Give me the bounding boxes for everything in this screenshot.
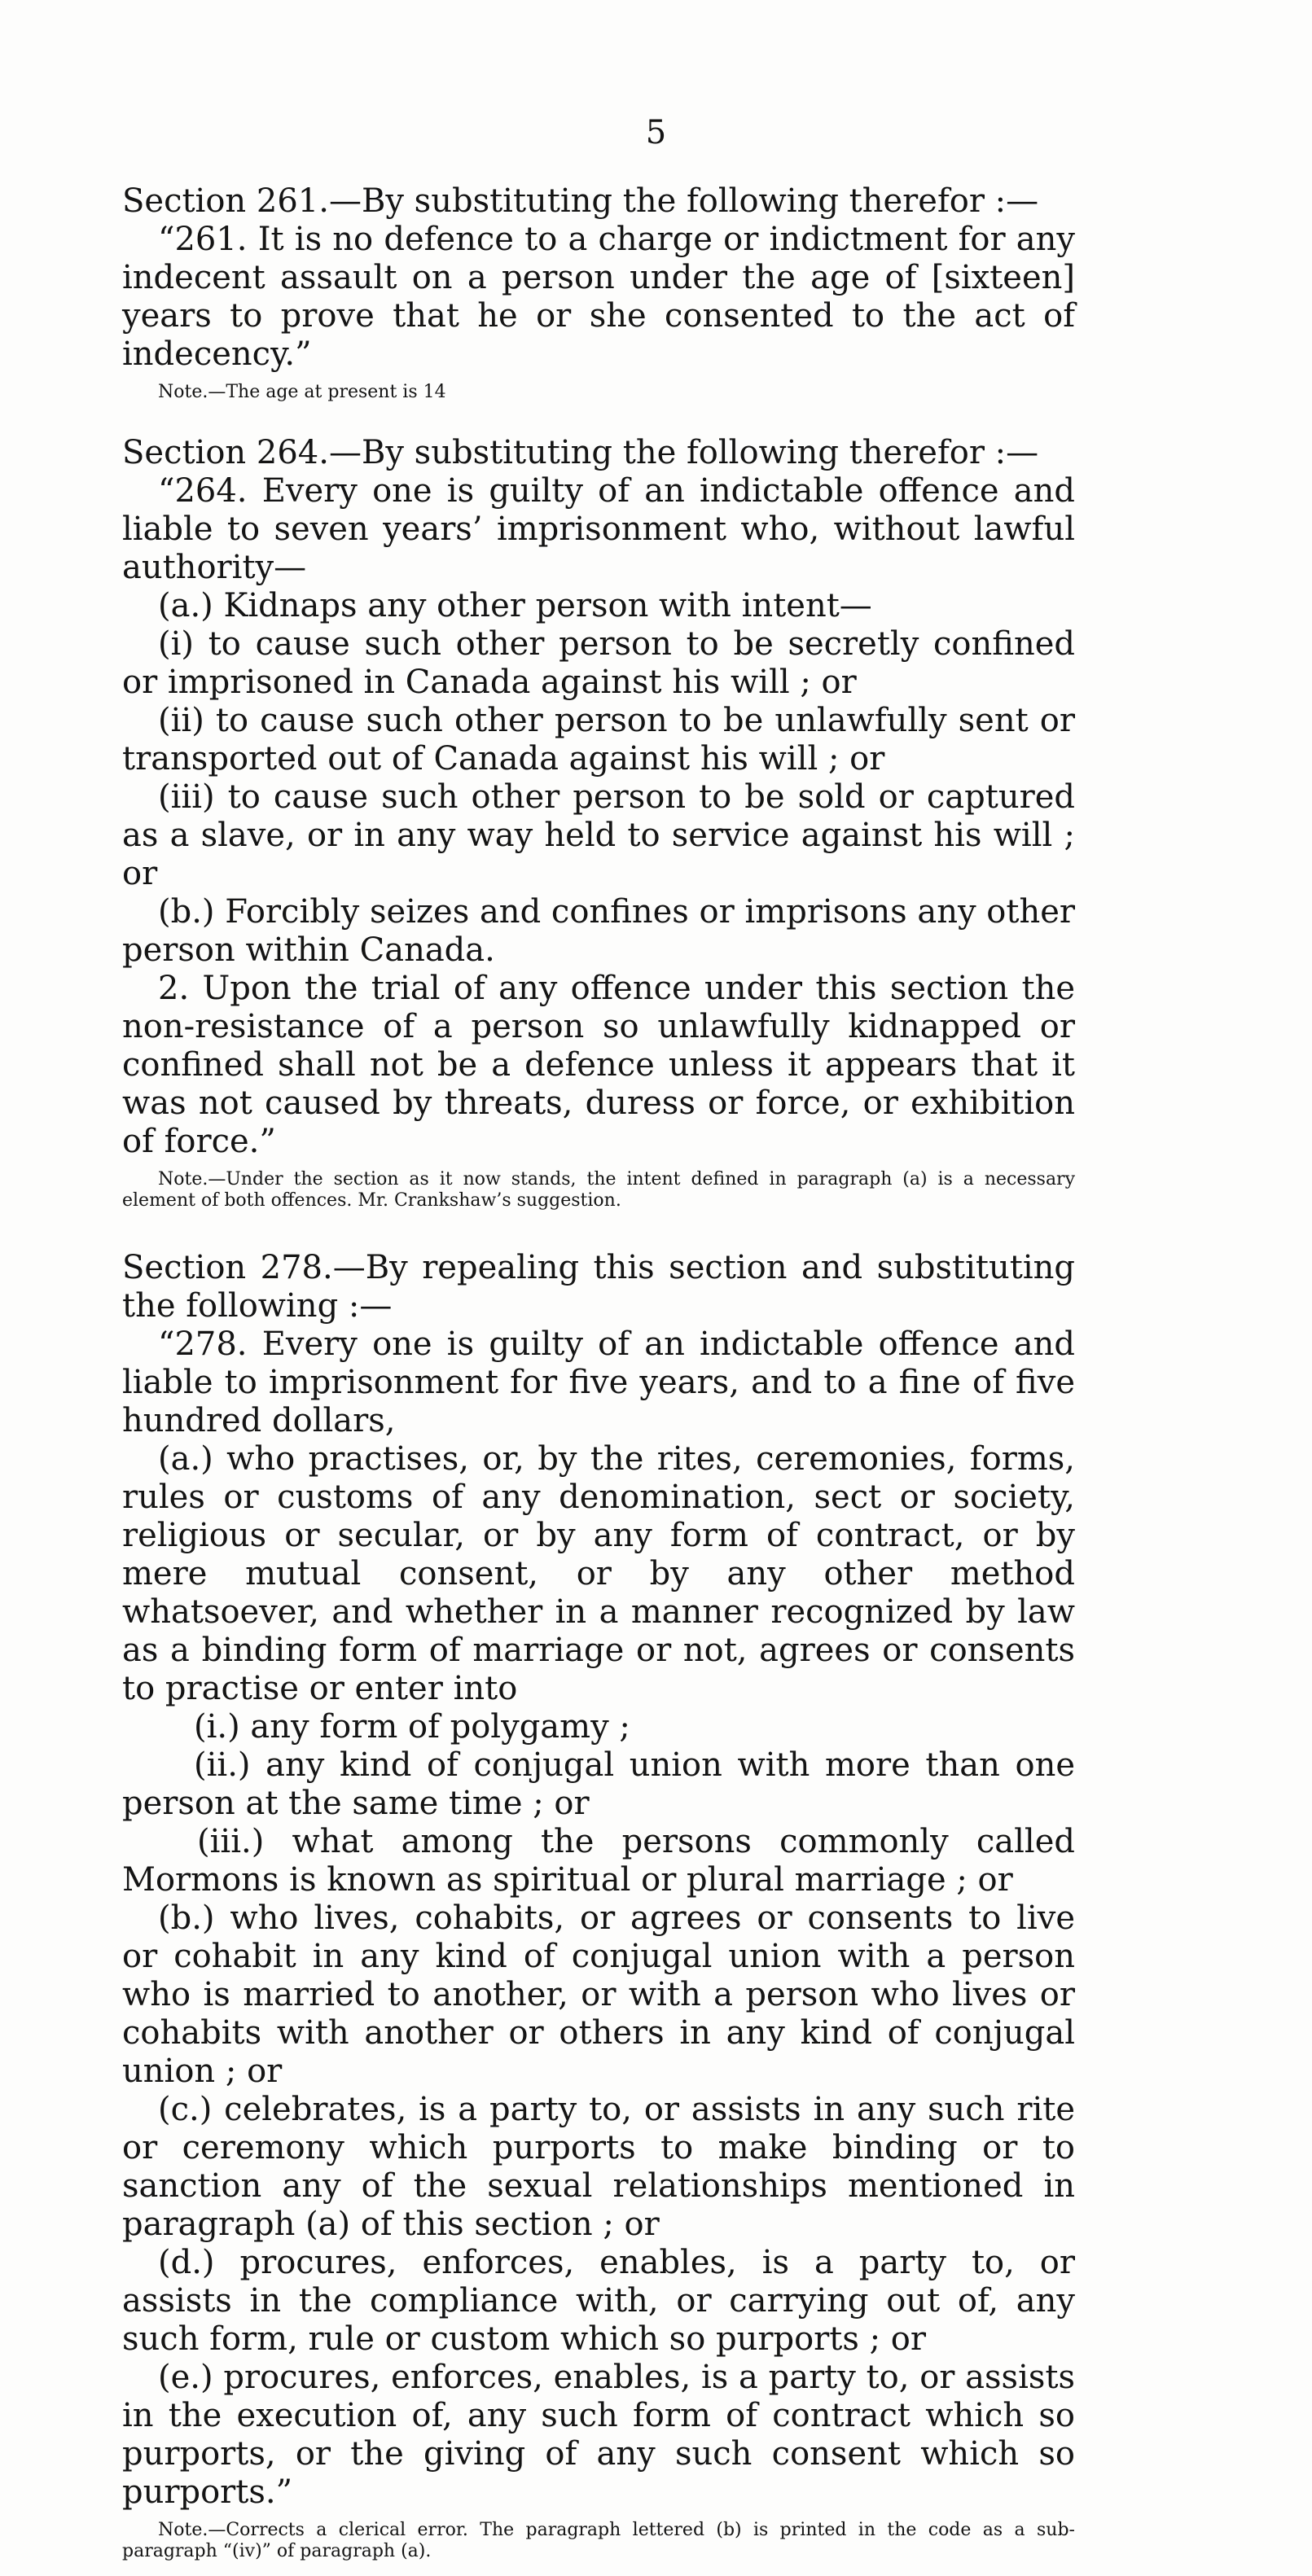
paragraph-b: (b.) Forcibly seizes and confines or imprisons any other person within Canada. — [122, 893, 1075, 969]
section-text: “264. Every one is guilty of an indictable offence and liable to seven years’ imprisonment who, without lawful authority— — [122, 472, 1075, 586]
paragraph-c: (c.) celebrates, is a party to, or assists in any such rite or ceremony which purports to make binding or to sanction any of the sexual relationships mentioned in paragraph (a) of this section ; or — [122, 2091, 1075, 2243]
section-note: Note.—Under the section as it now stands, the intent defined in paragraph (a) is a necessary element of both offences. Mr. Crankshaw’s suggestion. — [122, 1169, 1075, 1211]
section-heading: Section 264.—By substituting the following therefor :— — [122, 434, 1039, 471]
section-264 — [122, 434, 1075, 1211]
paragraph-a: (a.) Kidnaps any other person with intent— — [158, 587, 872, 624]
paragraph-d: (d.) procures, enforces, enables, is a party to, or assists in the compliance with, or carrying out of, any such form, rule or custom which so purports ; or — [122, 2244, 1075, 2358]
section-text: “261. It is no defence to a charge or indictment for any indecent assault on a person under the age of [sixteen] years to prove that he or she consented to the act of indecency.” — [122, 221, 1075, 373]
paragraph-b: (b.) who lives, cohabits, or agrees or consents to live or cohabit in any kind of conjugal union with a person who is married to another, or with a person who lives or cohabits with another or others in any kind of conjugal union ; or — [122, 1899, 1075, 2090]
section-text: “278. Every one is guilty of an indictable offence and liable to imprisonment for five years, and to a fine of five hundred dollars, — [122, 1325, 1075, 1439]
document-body — [122, 182, 1075, 2562]
page-number: 5 — [645, 114, 667, 151]
paragraph-e: (e.) procures, enforces, enables, is a party to, or assists in the execution of, any such form of contract which so purports, or the giving of any such consent which so purports.” — [122, 2359, 1075, 2511]
spacer — [122, 1211, 1075, 1249]
section-278 — [122, 1249, 1075, 2562]
subparagraph-ii: (ii) to cause such other person to be unlawfully sent or transported out of Canada against his will ; or — [122, 702, 1075, 778]
subparagraph-iii: (iii.) what among the persons commonly called Mormons is known as spiritual or plural marriage ; or — [122, 1823, 1075, 1899]
subparagraph-ii: (ii.) any kind of conjugal union with more than one person at the same time ; or — [122, 1746, 1075, 1822]
spacer — [122, 403, 1075, 434]
subparagraph-i: (i) to cause such other person to be secretly confined or imprisoned in Canada against his will ; or — [122, 625, 1075, 701]
subparagraph-iii: (iii) to cause such other person to be sold or captured as a slave, or in any way held to service against his will ; or — [122, 778, 1075, 892]
section-note: Note.—The age at present is 14 — [158, 382, 446, 402]
section-heading: Section 261.—By substituting the following therefor :— — [122, 182, 1039, 220]
section-note: Note.—Corrects a clerical error. The paragraph lettered (b) is printed in the code as a sub-paragraph “(iv)” of paragraph (a). — [122, 2520, 1075, 2561]
subsection-2: 2. Upon the trial of any offence under this section the non-resistance of a person so unlawfully kidnapped or confined shall not be a defence unless it appears that it was not caused by threats, duress or force, or exhibition of force.” — [122, 970, 1075, 1160]
section-heading: Section 278.—By repealing this section and substituting the following :— — [122, 1249, 1075, 1325]
subparagraph-i: (i.) any form of polygamy ; — [194, 1708, 630, 1746]
paragraph-a: (a.) who practises, or, by the rites, ceremonies, forms, rules or customs of any denomination, sect or society, religious or secular, or by any form of contract, or by mere mutual consent, or by any other method whatsoever, and whether in a manner recognized by law as a binding form of marriage or not, agrees or consents to practise or enter into — [122, 1440, 1075, 1707]
section-261 — [122, 182, 1075, 403]
